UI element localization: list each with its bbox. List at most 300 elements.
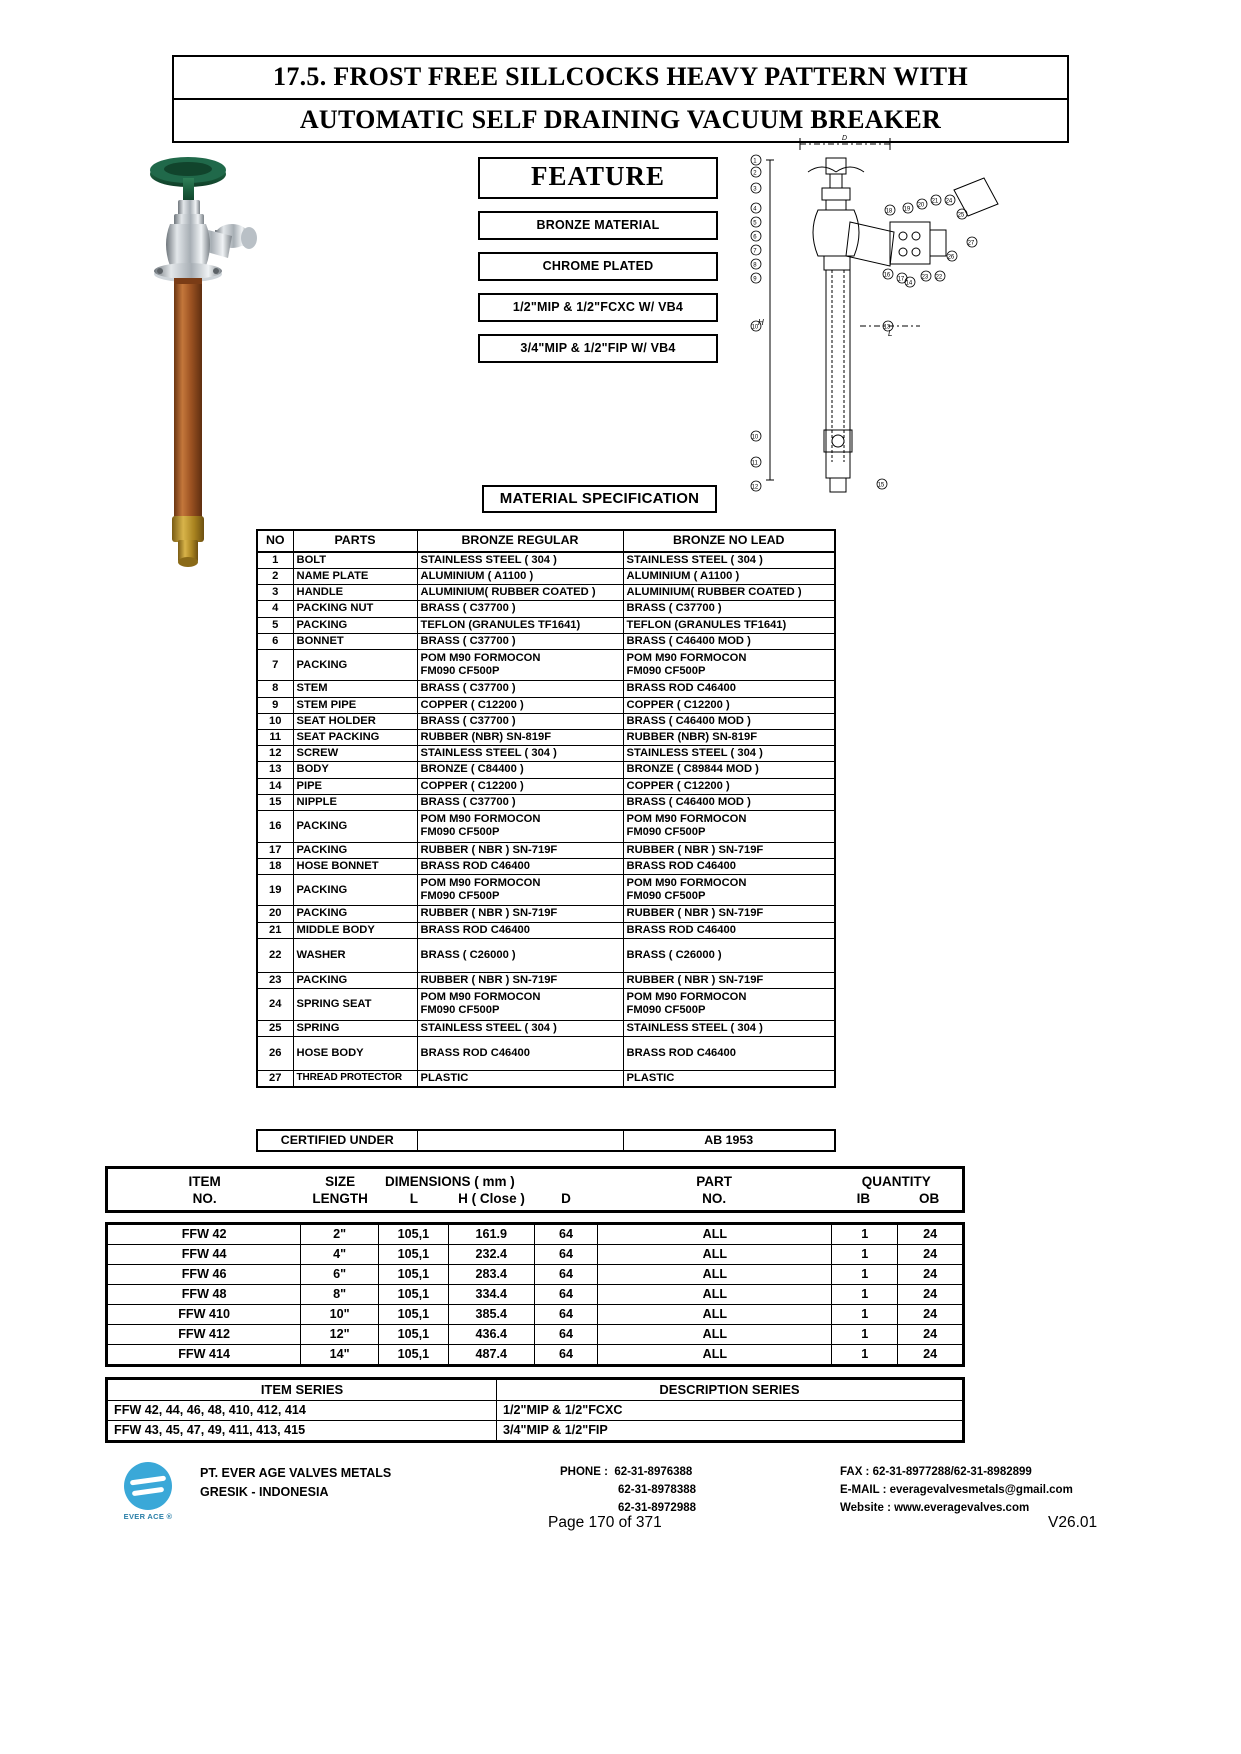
logo-wave2-icon [132,1487,164,1496]
dim-h-size: SIZE [325,1174,356,1189]
cell-bronze-regular: BRASS ( C26000 ) [417,938,623,972]
cell-no: 16 [257,811,293,842]
cell-bronze-no-lead: BRASS ( C46400 MOD ) [623,794,835,810]
cell-line-1: POM M90 FORMOCON [626,877,747,889]
cell-part: MIDDLE BODY [293,922,417,938]
cell-part: BONNET [293,633,417,649]
cell-qty-ob: 24 [898,1245,964,1265]
certified-under-label: CERTIFIED UNDER [257,1130,417,1151]
cell-bronze-no-lead: ALUMINIUM( RUBBER COATED ) [623,585,835,601]
cell-no: 9 [257,697,293,713]
cell-no: 13 [257,762,293,778]
col-nolead: BRONZE NO LEAD [623,530,835,552]
feature-item-label: 3/4"MIP & 1/2"FIP W/ VB4 [520,341,676,355]
cell-d: 64 [534,1305,598,1325]
series-header-row [107,1379,964,1401]
page-title-line-1: 17.5. FROST FREE SILLCOCKS HEAVY PATTERN WITH [174,57,1067,100]
cell-bronze-no-lead: BRASS ROD C46400 [623,1036,835,1070]
cell-no: 11 [257,730,293,746]
cell-d: 64 [534,1285,598,1305]
svg-text:13: 13 [883,324,891,331]
phone-number-3: 62-31-8972988 [618,1501,697,1514]
cell-no: 22 [257,938,293,972]
cell-qty-ob: 24 [898,1265,964,1285]
cell-no: 8 [257,681,293,697]
cell-part: HANDLE [293,585,417,601]
cell-no: 26 [257,1036,293,1070]
cell-qty-ib: 1 [832,1265,898,1285]
cell-part: BOLT [293,552,417,569]
cell-bronze-regular: BRASS ( C37700 ) [417,794,623,810]
company-location: GRESIK - INDONESIA [200,1484,329,1499]
certified-under-table [256,1129,836,1152]
table-row [257,875,835,906]
cell-bronze-no-lead: PLASTIC [623,1070,835,1087]
cell-no: 21 [257,922,293,938]
feature-item-mip-fip [478,334,718,363]
dim-h-part: PART [696,1174,733,1189]
cell-bronze-regular: BRONZE ( C84400 ) [417,762,623,778]
dim-h-spacer [534,1173,597,1190]
dimensions-table-header [105,1166,965,1213]
cell-line-1: POM M90 FORMOCON [420,651,541,664]
table-row [257,585,835,601]
cell-no: 27 [257,1070,293,1087]
cell-bronze-no-lead: RUBBER ( NBR ) SN-719F [623,842,835,858]
table-row [257,1130,835,1151]
table-row [257,989,835,1020]
cell-bronze-no-lead: BRASS ROD C46400 [623,922,835,938]
cell-h-close: 334.4 [448,1285,534,1305]
feature-item-bronze-material [478,211,718,240]
cell-bronze-regular: RUBBER (NBR) SN-819F [417,730,623,746]
cell-qty-ob: 24 [898,1325,964,1345]
cell-item-no: FFW 410 [107,1305,301,1325]
cell-no: 25 [257,1020,293,1036]
cell-part-no: ALL [598,1285,832,1305]
cell-bronze-no-lead [623,875,835,906]
cell-bronze-regular: BRASS ROD C46400 [417,922,623,938]
feature-item-label: CHROME PLATED [542,259,654,273]
cell-bronze-no-lead [623,989,835,1020]
cell-bronze-no-lead: BRASS ( C26000 ) [623,938,835,972]
cell-line-2: FM090 CF500P [420,665,500,678]
cell-qty-ib: 1 [832,1325,898,1345]
table-row [257,746,835,762]
cell-bronze-no-lead [623,649,835,680]
table-row [107,1401,964,1421]
cell-part: WASHER [293,938,417,972]
svg-text:5: 5 [753,220,757,227]
certified-under-value: AB 1953 [623,1130,835,1151]
cell-d: 64 [534,1325,598,1345]
cell-qty-ob: 24 [898,1305,964,1325]
cell-part-no: ALL [598,1245,832,1265]
cell-no: 23 [257,972,293,988]
cell-part: PACKING NUT [293,601,417,617]
cell-part: PACKING [293,972,417,988]
cell-qty-ob: 24 [898,1345,964,1366]
col-regular: BRONZE REGULAR [417,530,623,552]
cell-item-no: FFW 46 [107,1265,301,1285]
cell-part-no: ALL [598,1345,832,1366]
cell-part: STEM [293,681,417,697]
phone-number-2: 62-31-8978388 [618,1483,697,1496]
cell-bronze-regular: RUBBER ( NBR ) SN-719F [417,842,623,858]
cell-size-length: 8" [301,1285,379,1305]
series-col-item: ITEM SERIES [107,1379,497,1401]
cell-no: 3 [257,585,293,601]
table-row [257,972,835,988]
cell-bronze-regular: ALUMINIUM( RUBBER COATED ) [417,585,623,601]
cell-no: 19 [257,875,293,906]
logo-wave-icon [130,1476,166,1486]
cell-bronze-regular: BRASS ( C37700 ) [417,681,623,697]
cell-item-no: FFW 412 [107,1325,301,1345]
table-row [257,906,835,922]
email-line: E-MAIL : everagevalvesmetals@gmail.com [840,1483,1073,1496]
table-row [257,633,835,649]
cell-qty-ob: 24 [898,1224,964,1245]
dim-h-item: ITEM [188,1174,221,1189]
cell-bronze-no-lead: STAINLESS STEEL ( 304 ) [623,1020,835,1036]
cell-size-length: 6" [301,1265,379,1285]
svg-text:6: 6 [753,234,757,241]
cell-no: 24 [257,989,293,1020]
cell-no: 20 [257,906,293,922]
fax-line: FAX : 62-31-8977288/62-31-8982899 [840,1466,1032,1478]
cell-bronze-no-lead: BRONZE ( C89844 MOD ) [623,762,835,778]
table-row [257,778,835,794]
cell-qty-ib: 1 [832,1285,898,1305]
cell-bronze-regular: BRASS ROD C46400 [417,858,623,874]
cell-bronze-regular: TEFLON (GRANULES TF1641) [417,617,623,633]
cell-line-1: POM M90 FORMOCON [420,877,541,889]
cell-part: SPRING SEAT [293,989,417,1020]
logo-label: EVER ACE ® [123,1512,173,1521]
svg-text:24: 24 [945,198,953,205]
cell-item-no: FFW 44 [107,1245,301,1265]
cell-bronze-regular: BRASS ( C37700 ) [417,713,623,729]
cell-l: 105,1 [379,1245,449,1265]
cell-part-no: ALL [598,1265,832,1285]
table-row [107,1421,964,1442]
cell-no: 1 [257,552,293,569]
cell-line-2: FM090 CF500P [626,890,706,903]
feature-item-label: BRONZE MATERIAL [536,218,660,232]
dim-h-no: NO. [192,1191,217,1206]
cell-no: 15 [257,794,293,810]
table-row [257,1036,835,1070]
company-name-block [200,1464,391,1502]
table-row [257,568,835,584]
cell-part: STEM PIPE [293,697,417,713]
svg-text:3: 3 [753,186,757,193]
cell-part: SCREW [293,746,417,762]
cell-no: 2 [257,568,293,584]
cell-line-2: FM090 CF500P [420,890,500,903]
svg-text:8: 8 [753,262,757,269]
svg-text:D: D [842,135,848,142]
cell-d: 64 [534,1245,598,1265]
cell-no: 7 [257,649,293,680]
cell-bronze-regular [417,811,623,842]
cell-part: SPRING [293,1020,417,1036]
cell-no: 10 [257,713,293,729]
cell-size-length: 12" [301,1325,379,1345]
cell-bronze-regular: COPPER ( C12200 ) [417,697,623,713]
cell-part: PACKING [293,906,417,922]
svg-text:14: 14 [905,280,913,287]
cell-l: 105,1 [379,1265,449,1285]
table-row [107,1245,964,1265]
cell-bronze-regular: STAINLESS STEEL ( 304 ) [417,1020,623,1036]
svg-text:17: 17 [897,276,905,283]
cell-bronze-regular [417,875,623,906]
cell-no: 17 [257,842,293,858]
cell-part: PACKING [293,875,417,906]
cell-bronze-regular: STAINLESS STEEL ( 304 ) [417,746,623,762]
svg-text:1: 1 [753,158,757,165]
table-header-row [257,530,835,552]
cell-l: 105,1 [379,1345,449,1366]
cell-h-close: 161.9 [448,1224,534,1245]
cell-size-length: 14" [301,1345,379,1366]
cell-line-1: POM M90 FORMOCON [626,813,747,826]
cell-qty-ob: 24 [898,1285,964,1305]
cell-no: 6 [257,633,293,649]
page-number: Page 170 of 371 [548,1514,662,1531]
cell-bronze-no-lead: STAINLESS STEEL ( 304 ) [623,552,835,569]
cell-d: 64 [534,1224,598,1245]
cell-bronze-regular: BRASS ( C37700 ) [417,633,623,649]
phone-block [560,1464,696,1517]
dim-h-l: L [409,1191,418,1206]
svg-text:10: 10 [751,324,759,331]
svg-text:26: 26 [947,254,955,261]
cell-description-series: 1/2"MIP & 1/2"FCXC [497,1401,964,1421]
cell-line-2: FM090 CF500P [626,826,706,839]
feature-panel [478,157,718,375]
svg-text:25: 25 [957,212,965,219]
cell-item-series: FFW 42, 44, 46, 48, 410, 412, 414 [107,1401,497,1421]
table-row [257,858,835,874]
cell-part: BODY [293,762,417,778]
table-row [257,794,835,810]
cell-part: PACKING [293,842,417,858]
cell-bronze-no-lead: STAINLESS STEEL ( 304 ) [623,746,835,762]
cell-bronze-regular: COPPER ( C12200 ) [417,778,623,794]
cell-line-2: FM090 CF500P [626,665,706,678]
table-row [107,1224,964,1245]
dim-h-dimensions: DIMENSIONS ( mm ) [385,1174,515,1189]
table-row [257,730,835,746]
cell-size-length: 10" [301,1305,379,1325]
svg-text:11: 11 [751,460,758,467]
table-row [257,762,835,778]
svg-text:7: 7 [753,248,757,255]
website-line: Website : www.everagevalves.com [840,1501,1030,1514]
svg-text:L: L [888,329,893,338]
cell-part-no: ALL [598,1305,832,1325]
cell-no: 18 [257,858,293,874]
cell-qty-ib: 1 [832,1245,898,1265]
cell-part: SEAT HOLDER [293,713,417,729]
cell-l: 105,1 [379,1325,449,1345]
cell-part: PACKING [293,811,417,842]
cell-bronze-no-lead: BRASS ( C46400 MOD ) [623,633,835,649]
svg-text:19: 19 [903,206,911,213]
cell-bronze-no-lead: COPPER ( C12200 ) [623,697,835,713]
svg-text:15: 15 [877,482,885,489]
svg-text:18: 18 [885,208,893,215]
cell-bronze-no-lead: RUBBER ( NBR ) SN-719F [623,906,835,922]
table-row [257,1070,835,1087]
cell-line-1: POM M90 FORMOCON [420,991,541,1004]
cell-l: 105,1 [379,1305,449,1325]
cell-qty-ib: 1 [832,1305,898,1325]
table-row [257,681,835,697]
cell-l: 105,1 [379,1285,449,1305]
cell-h-close: 487.4 [448,1345,534,1366]
cell-bronze-regular: RUBBER ( NBR ) SN-719F [417,906,623,922]
cell-h-close: 283.4 [448,1265,534,1285]
table-row [257,938,835,972]
cell-qty-ib: 1 [832,1345,898,1366]
table-row [257,811,835,842]
dim-header-row-2 [108,1190,962,1207]
table-row [107,1325,964,1345]
cell-bronze-regular: STAINLESS STEEL ( 304 ) [417,552,623,569]
cell-bronze-no-lead: BRASS ROD C46400 [623,681,835,697]
cell-part: PIPE [293,778,417,794]
dim-h-partno: NO. [702,1191,727,1206]
cell-no: 5 [257,617,293,633]
table-row [257,842,835,858]
dim-h-ib: IB [856,1191,871,1206]
cell-bronze-no-lead: ALUMINIUM ( A1100 ) [623,568,835,584]
cell-bronze-regular: PLASTIC [417,1070,623,1087]
svg-text:27: 27 [967,240,975,247]
cell-part: SEAT PACKING [293,730,417,746]
svg-text:2: 2 [753,170,757,177]
table-row [107,1285,964,1305]
dim-h-ob: OB [919,1191,940,1206]
svg-text:H: H [758,318,764,327]
dimensions-table [105,1222,965,1367]
technical-drawing [740,130,1040,510]
cell-bronze-no-lead: BRASS ( C37700 ) [623,601,835,617]
cell-item-no: FFW 48 [107,1285,301,1305]
cell-part-no: ALL [598,1325,832,1345]
dim-h-length: LENGTH [312,1191,368,1206]
table-row [257,713,835,729]
cell-line-2: FM090 CF500P [420,826,500,839]
version-number: V26.01 [1048,1514,1098,1531]
feature-heading: FEATURE [530,161,665,191]
cell-bronze-regular: RUBBER ( NBR ) SN-719F [417,972,623,988]
cell-description-series: 3/4"MIP & 1/2"FIP [497,1421,964,1442]
cell-size-length: 4" [301,1245,379,1265]
cell-bronze-regular [417,649,623,680]
cell-part: THREAD PROTECTOR [293,1070,417,1087]
company-name: PT. EVER AGE VALVES METALS [200,1466,392,1480]
table-row [257,697,835,713]
table-row [257,617,835,633]
table-row [107,1305,964,1325]
col-parts: PARTS [293,530,417,552]
cell-line-2: FM090 CF500P [626,1004,706,1017]
feature-item-chrome-plated [478,252,718,281]
dim-h-hclose: H ( Close ) [458,1191,525,1206]
cell-item-no: FFW 42 [107,1224,301,1245]
certified-under-blank [417,1130,623,1151]
cell-part-no: ALL [598,1224,832,1245]
svg-text:10: 10 [751,434,759,441]
contact-block [840,1464,1073,1517]
svg-text:16: 16 [883,272,891,279]
table-row [107,1265,964,1285]
cell-line-1: POM M90 FORMOCON [626,991,747,1004]
cell-part: HOSE BODY [293,1036,417,1070]
svg-text:9: 9 [753,276,757,283]
cell-bronze-no-lead: RUBBER (NBR) SN-819F [623,730,835,746]
cell-bronze-no-lead: BRASS ROD C46400 [623,858,835,874]
cell-line-1: POM M90 FORMOCON [420,813,541,826]
table-row [107,1345,964,1366]
cell-no: 4 [257,601,293,617]
cell-bronze-no-lead: COPPER ( C12200 ) [623,778,835,794]
cell-d: 64 [534,1345,598,1366]
cell-part: NAME PLATE [293,568,417,584]
feature-item-mip-fcxc [478,293,718,322]
phone-number-1: 62-31-8976388 [614,1466,693,1478]
cell-line-2: FM090 CF500P [420,1004,500,1017]
cell-l: 105,1 [379,1224,449,1245]
company-logo [112,1462,184,1521]
series-table [105,1377,965,1443]
feature-item-label: 1/2"MIP & 1/2"FCXC W/ VB4 [512,300,684,314]
cell-bronze-no-lead: TEFLON (GRANULES TF1641) [623,617,835,633]
col-no: NO [257,530,293,552]
cell-item-no: FFW 414 [107,1345,301,1366]
dim-h-quantity: QUANTITY [861,1174,931,1189]
cell-bronze-no-lead: RUBBER ( NBR ) SN-719F [623,972,835,988]
cell-qty-ib: 1 [832,1224,898,1245]
svg-text:12: 12 [751,484,759,491]
product-photo [128,140,268,590]
cell-h-close: 385.4 [448,1305,534,1325]
cell-bronze-no-lead: BRASS ( C46400 MOD ) [623,713,835,729]
cell-bronze-regular: BRASS ( C37700 ) [417,601,623,617]
table-row [257,552,835,569]
svg-text:23: 23 [921,274,929,281]
svg-text:22: 22 [935,274,943,281]
cell-part: NIPPLE [293,794,417,810]
cell-bronze-no-lead [623,811,835,842]
table-row [257,922,835,938]
material-specification-table [256,529,836,1088]
cell-bronze-regular: BRASS ROD C46400 [417,1036,623,1070]
table-row [257,649,835,680]
feature-heading-box [478,157,718,199]
cell-bronze-regular [417,989,623,1020]
svg-text:4: 4 [753,206,757,213]
dim-header-row-1 [108,1173,962,1190]
phone-label: PHONE : [560,1466,608,1478]
cell-line-1: POM M90 FORMOCON [626,651,747,664]
table-row [257,1020,835,1036]
